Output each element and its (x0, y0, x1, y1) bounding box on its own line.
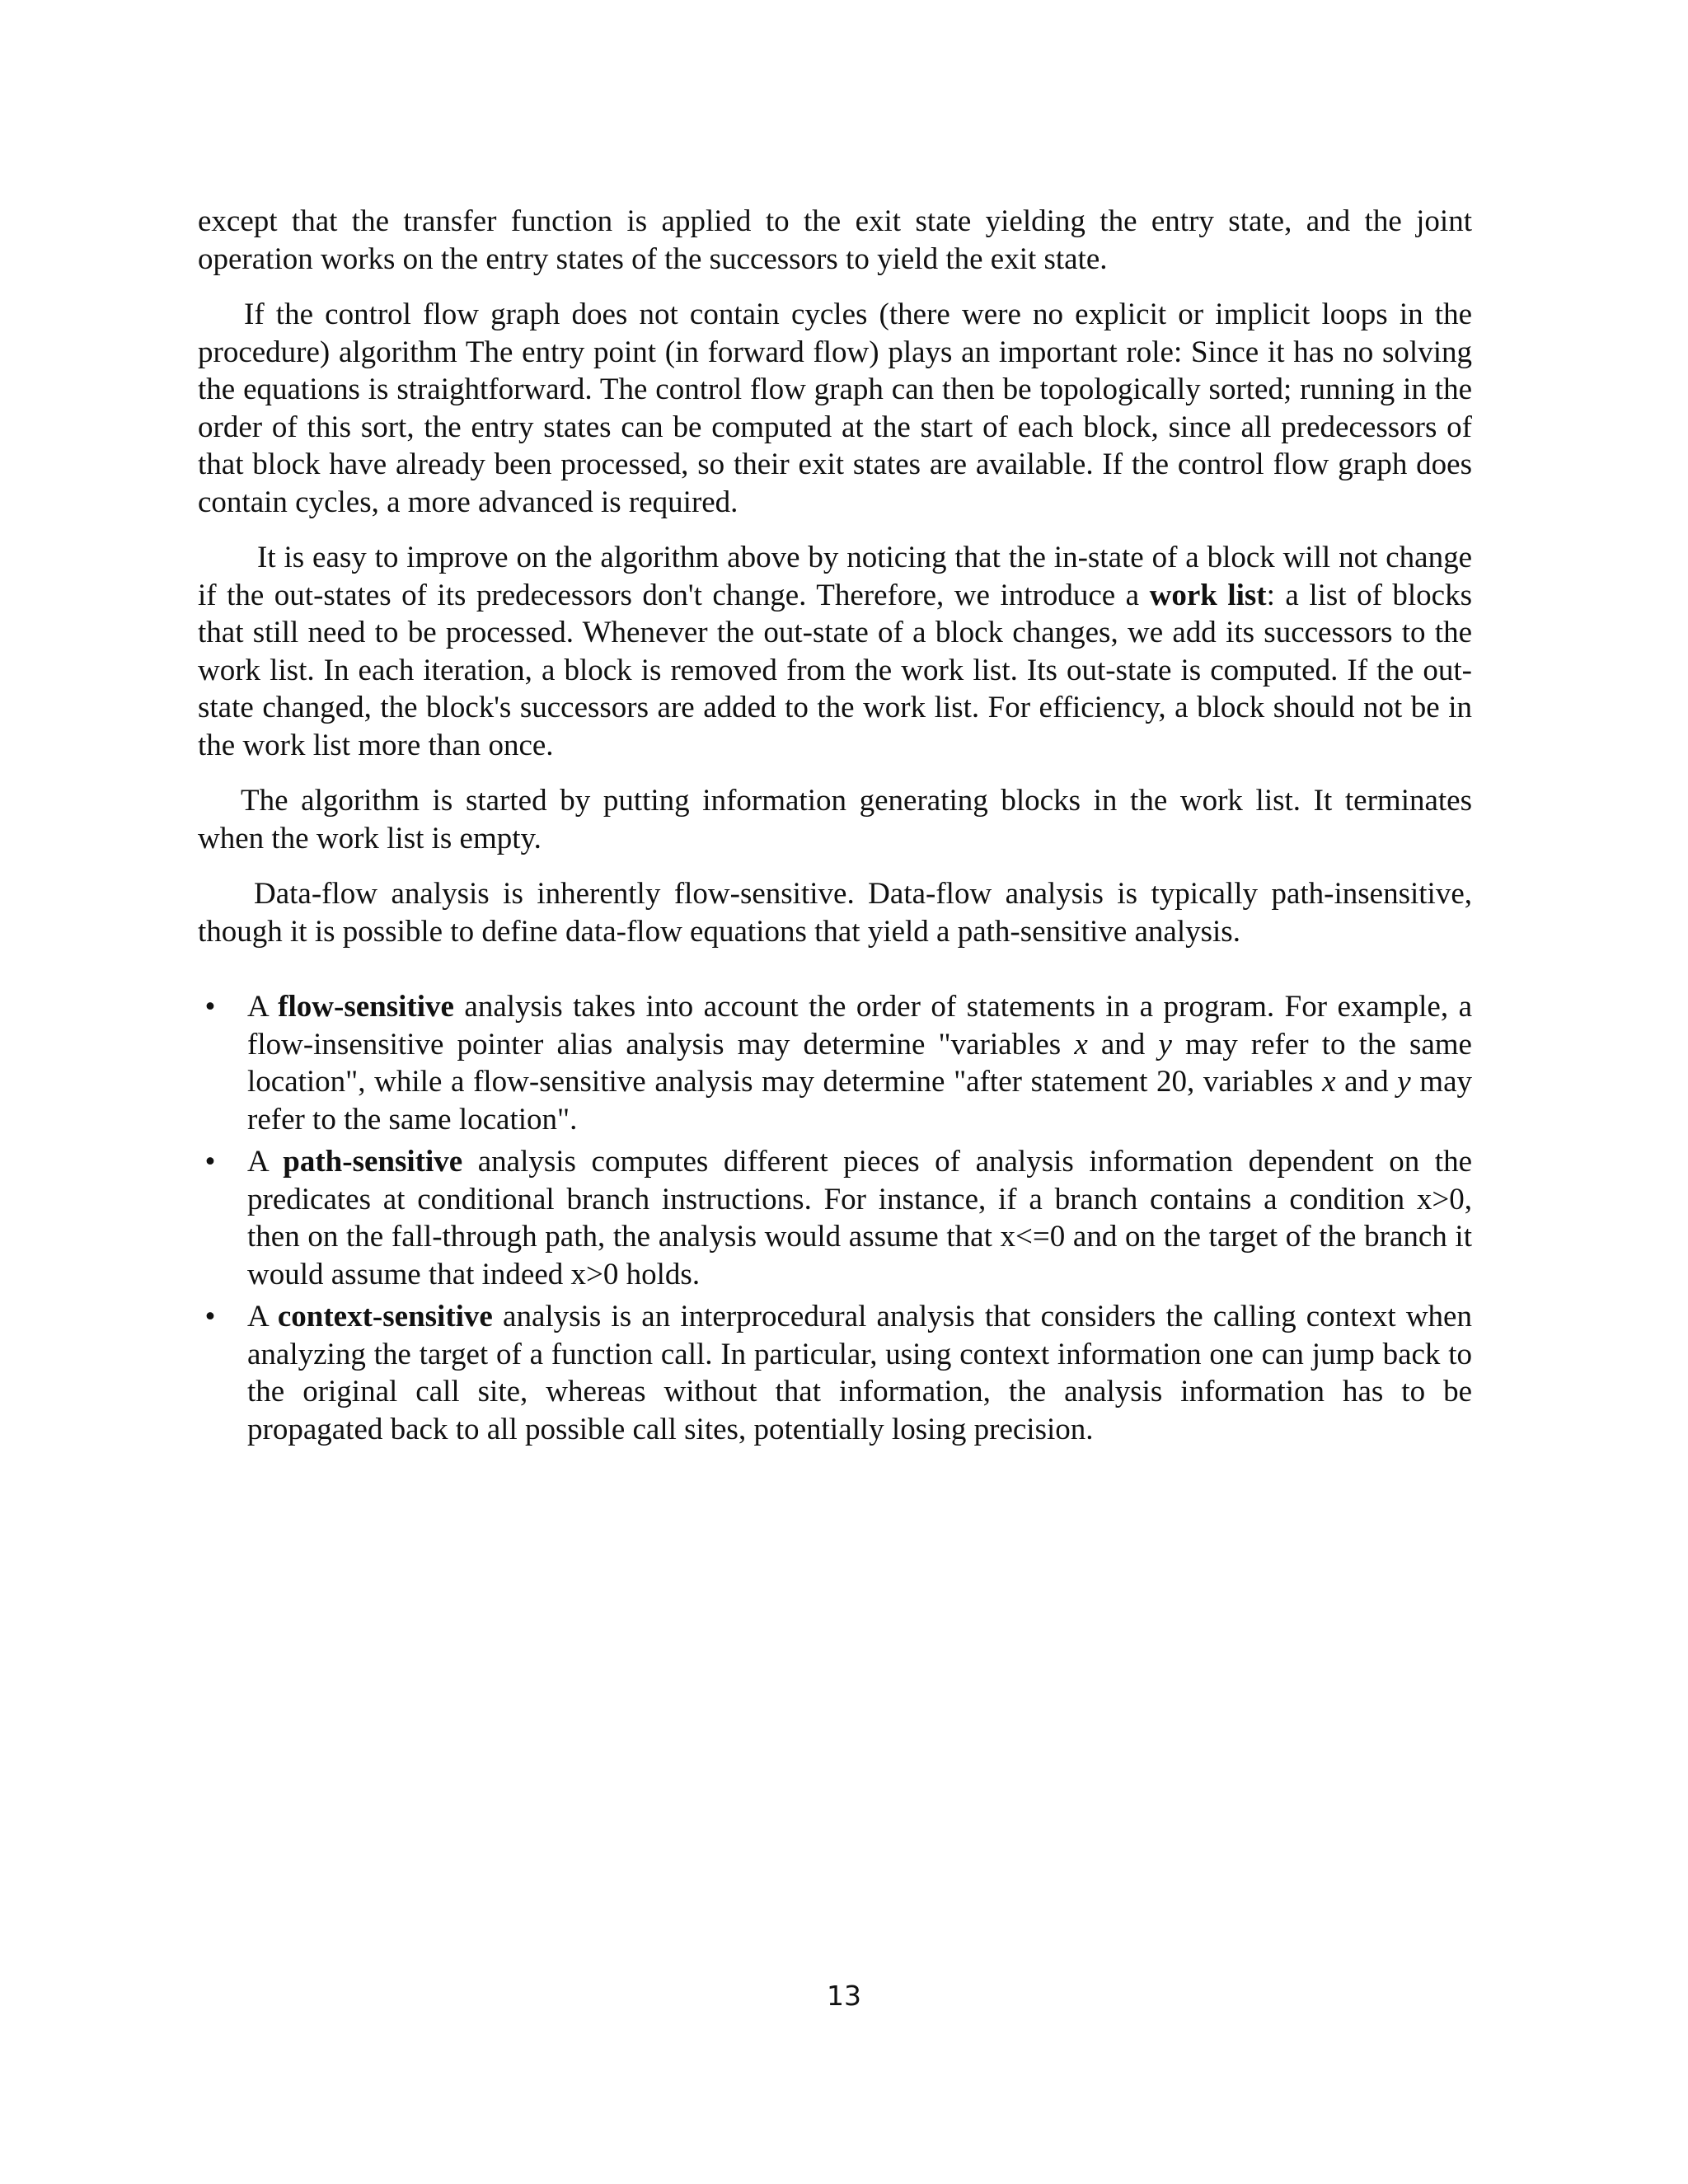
bullet-text: and (1335, 1065, 1398, 1099)
bullet-text: A (247, 1145, 284, 1179)
variable-x: x (1074, 1027, 1088, 1062)
paragraph-text: It is easy to improve on the algorithm above by noticing that the in-state of a block will not change if the out-states of its predecessors don't change. Therefore, we introduce a (198, 541, 1472, 612)
term-flow-sensitive: flow-sensitive (278, 990, 454, 1024)
paragraph-work-list (198, 539, 1472, 764)
term-work-list: work list (1149, 578, 1267, 612)
bullet-text: and (1087, 1027, 1159, 1062)
bullet-text: analysis takes into account the order of statements in a program. For example, a flow-insensitive pointer alias analysis may determine "variables (247, 990, 1472, 1062)
bullet-flow-sensitive (198, 988, 1472, 1138)
bullet-marker: • (204, 1300, 216, 1333)
paragraph-algorithm-start (198, 782, 1472, 857)
paragraph-cycles (198, 296, 1472, 521)
bullet-text: A (247, 990, 279, 1024)
variable-y: y (1158, 1027, 1172, 1062)
bullet-path-sensitive (198, 1143, 1472, 1293)
page-body (198, 203, 1472, 1453)
paragraph-text: Data-flow analysis is inherently flow-sensitive. Data-flow analysis is typically path-insensitive, though it is possible to define data-flow equations that yield a path-sensitive analysis. (198, 877, 1472, 949)
term-context-sensitive: context-sensitive (277, 1300, 493, 1333)
variable-y: y (1397, 1065, 1411, 1099)
bullet-text: A (247, 1300, 278, 1333)
paragraph-text: If the control flow graph does not contain cycles (there were no explicit or implicit loops in the procedure) algorithm The entry point (in forward flow) plays an important role: Since it has no solving the equations is straightforward. The control flow graph can then be topologically sorted; running in the order of this sort, the entry states can be computed at the start of each block, since all predecessors of that block have already been processed, so their exit states are available. If the control flow graph does contain cycles, a more advanced is required. (198, 298, 1472, 519)
bullet-text: may refer to the same location", while a flow-sensitive analysis may determine "after statement 20, variables (247, 1027, 1472, 1099)
bullet-context-sensitive (198, 1298, 1472, 1448)
sensitivity-bullet-list (198, 988, 1472, 1448)
bullet-marker: • (204, 1145, 216, 1179)
page-number: 13 (827, 1980, 861, 2012)
paragraph-text: : a list of blocks that still need to be processed. Whenever the out-state of a block changes, we add its successors to the work list. In each iteration, a block is removed from the work list. Its out-state is computed. If the out-state changed, the block's successors are added to the work list. For efficiency, a block should not be in the work list more than once. (198, 578, 1472, 762)
variable-x: x (1322, 1065, 1336, 1099)
paragraph-text: The algorithm is started by putting information generating blocks in the work list. It terminates when the work list is empty. (198, 784, 1472, 855)
bullet-text: may refer to the same location". (247, 1065, 1472, 1137)
paragraph-text: except that the transfer function is applied to the exit state yielding the entry state, and the joint operation works on the entry states of the successors to yield the exit state. (198, 204, 1472, 276)
bullet-marker: • (204, 990, 216, 1024)
paragraph-flow-sensitivity (198, 875, 1472, 950)
bullet-text: analysis is an interprocedural analysis that considers the calling context when analyzing the target of a function call. In particular, using context information one can jump back to the original call site, whereas without that information, the analysis information has to be propagated back to all possible call sites, potentially losing precision. (247, 1300, 1472, 1446)
bullet-text: analysis computes different pieces of analysis information dependent on the predicates at conditional branch instructions. For instance, if a branch contains a condition x>0, then on the fall-through path, the analysis would assume that x<=0 and on the target of the branch it would assume that indeed x>0 holds. (247, 1145, 1473, 1291)
paragraph-continuation (198, 203, 1472, 278)
term-path-sensitive: path-sensitive (283, 1145, 463, 1179)
